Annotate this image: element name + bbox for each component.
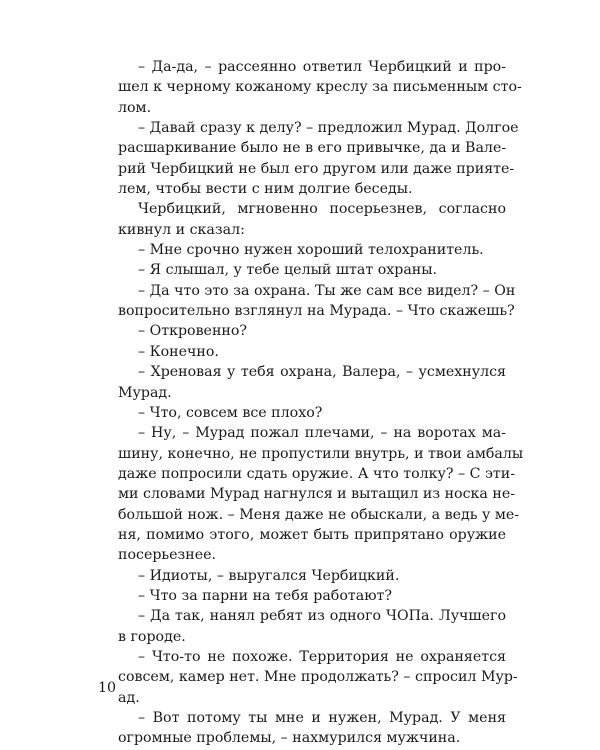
text-line: лем, чтобы вести с ним долгие беседы. (118, 181, 413, 198)
text-line: – Откровенно? (138, 323, 248, 340)
text-line: ад. (118, 689, 140, 706)
text-line: – Что, совсем все плохо? (138, 404, 323, 421)
text-line: – Да что это за охрана. Ты же сам все видел? – Он (138, 282, 516, 299)
text-line: даже попросили сдать оружие. А что толку? – С эти- (118, 465, 516, 482)
text-line: – Ну, – Мурад пожал плечами, – на воротах ма- (138, 425, 506, 442)
text-line: лом. (118, 99, 152, 116)
text-line: – Конечно. (138, 343, 219, 360)
text-line: Чербицкий, мгновенно посерьезнев, согласно (138, 201, 506, 218)
text-line: кивнул и сказал: (118, 221, 245, 238)
text-line: рий Чербицкий не был его другом или даже прияте- (118, 160, 515, 177)
text-line: – Вот потому ты мне и нужен, Мурад. У меня (138, 710, 506, 726)
text-line: посерьезнее. (118, 547, 217, 564)
text-line: ми словами Мурад нагнулся и вытащил из носка не- (118, 486, 516, 503)
text-line: – Что-то не похоже. Территория не охраняется (138, 648, 506, 665)
text-line: – Да так, нанял ребят из одного ЧОПа. Лучшего (138, 608, 506, 625)
text-line: Мурад. (118, 384, 172, 401)
text-line: в городе. (118, 628, 186, 645)
text-line: совсем, камер нет. Мне продолжать? – спросил Мур- (118, 669, 518, 686)
text-line: вопросительно взглянул на Мурада. – Что скажешь? (118, 303, 515, 320)
text-line: расшаркивание было не в его привычке, да и Вале- (118, 140, 507, 157)
text-line: – Да-да, – рассеянно ответил Чербицкий и про- (138, 59, 506, 75)
text-line: – Давай сразу к делу? – предложил Мурад. Долгое (138, 120, 519, 137)
text-line: шину, конечно, не пропустили внутрь, и твои амбалы (118, 445, 524, 462)
text-line: – Мне срочно нужен хороший телохранитель. (138, 242, 484, 259)
text-line: шел к черному кожаному креслу за письменным сто- (118, 79, 522, 96)
text-line: – Я слышал, у тебе целый штат охраны. (138, 262, 438, 279)
text-line: ня, помимо этого, может быть припрятано оружие (118, 526, 506, 543)
text-line: – Хреновая у тебя охрана, Валера, – усмехнулся (138, 364, 506, 381)
text-line: – Что за парни на тебя работают? (138, 587, 393, 604)
page-number: 10 (98, 680, 117, 696)
text-line: – Идиоты, – выругался Чербицкий. (138, 567, 400, 584)
text-line: огромные проблемы, – нахмурился мужчина. (118, 730, 461, 747)
text-line: большой нож. – Меня даже не обыскали, а ведь у ме- (118, 506, 520, 523)
body-text (118, 57, 524, 749)
